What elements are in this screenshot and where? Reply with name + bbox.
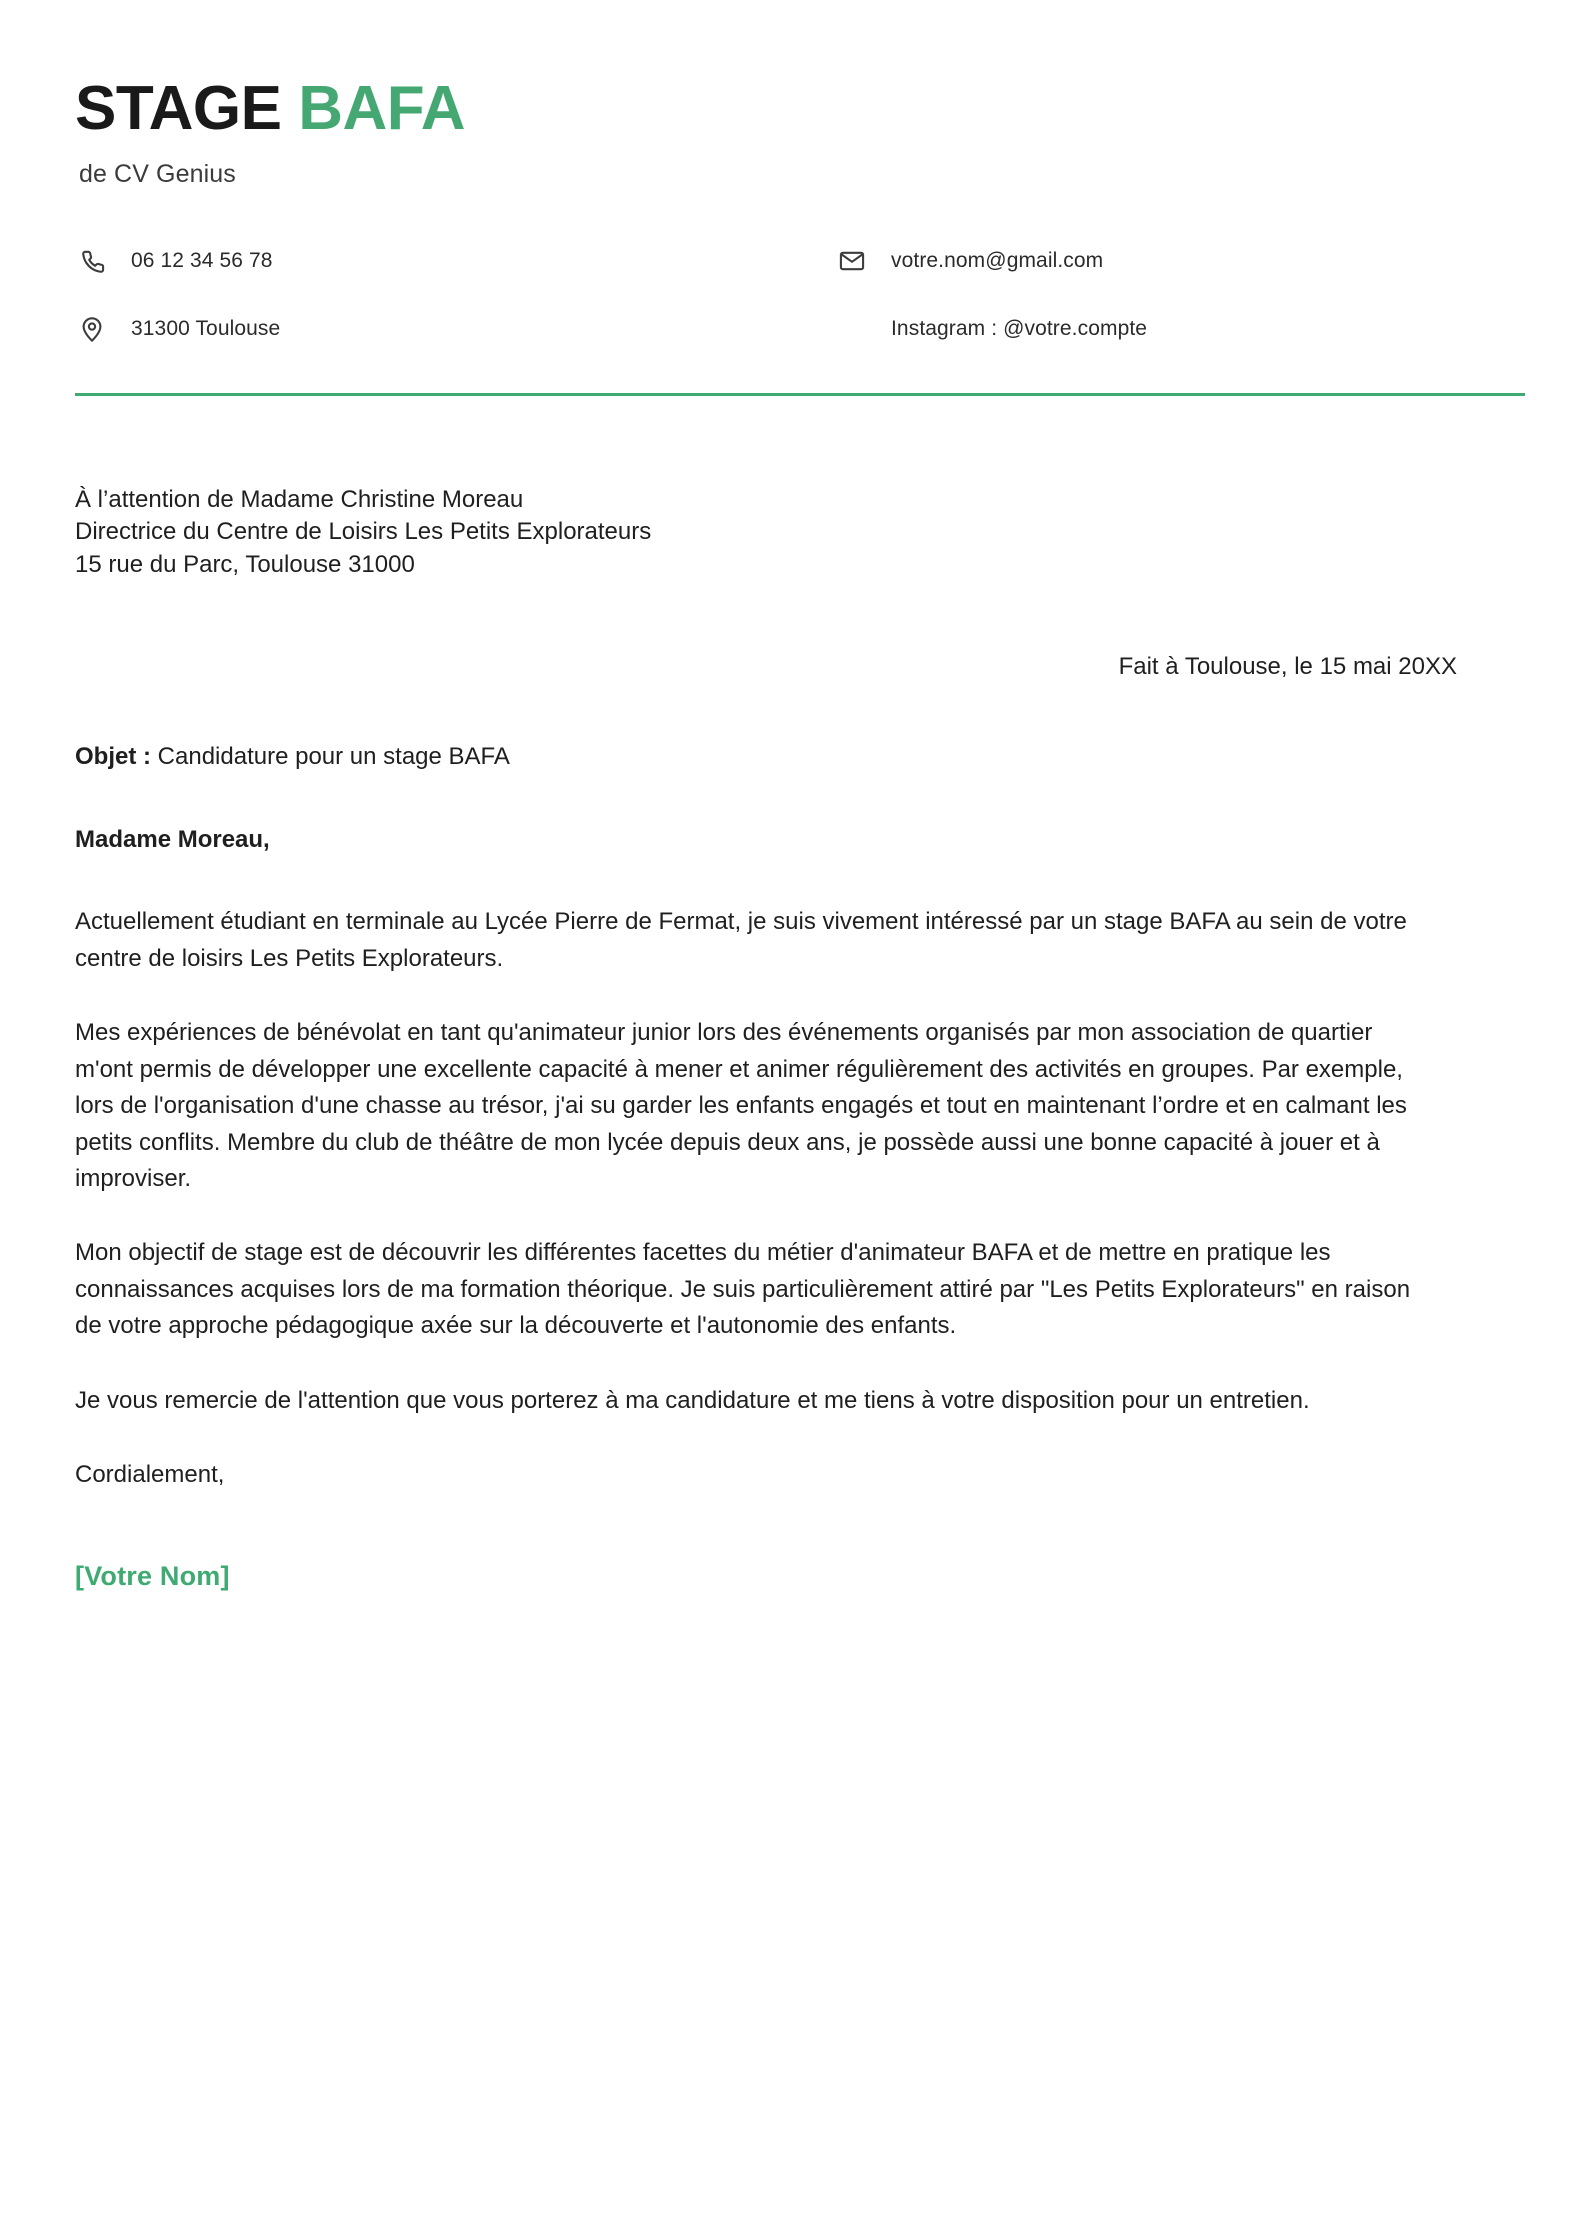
letter-header bbox=[75, 0, 1505, 189]
contact-location-value: 31300 Toulouse bbox=[131, 317, 281, 340]
contact-email-value: votre.nom@gmail.com bbox=[891, 249, 1104, 272]
date-line: Fait à Toulouse, le 15 mai 20XX bbox=[1118, 653, 1457, 681]
subject-label: Objet : bbox=[75, 743, 151, 771]
body-paragraph-3: Mon objectif de stage est de découvrir les différentes facettes du métier d'animateur BAFA et de mettre en pratique les connaissances acquises lors de ma formation théorique. Je suis particulièrement attiré par "Les Petits Explorateurs" en raison de votre approche pédagogique axée sur la découverte et l'autonomie des enfants. bbox=[75, 1239, 1411, 1340]
letter-body bbox=[75, 904, 1420, 1419]
contact-social bbox=[835, 312, 1505, 346]
recipient-block bbox=[75, 484, 1505, 581]
map-pin-icon bbox=[75, 312, 109, 346]
subject-value: Candidature pour un stage BAFA bbox=[151, 743, 510, 771]
recipient-line-2: Directrice du Centre de Loisirs Les Petits Explorateurs bbox=[75, 518, 652, 546]
subject-line bbox=[75, 743, 1505, 771]
recipient-line-1: À l’attention de Madame Christine Moreau bbox=[75, 486, 524, 513]
closing-line: Cordialement, bbox=[75, 1461, 225, 1489]
contact-social-value: Instagram : @votre.compte bbox=[891, 317, 1148, 340]
contact-email bbox=[835, 244, 1505, 278]
phone-icon bbox=[75, 244, 109, 278]
subtitle: de CV Genius bbox=[79, 160, 236, 188]
contact-phone-value: 06 12 34 56 78 bbox=[131, 249, 273, 272]
envelope-icon bbox=[835, 244, 869, 278]
body-paragraph-4: Je vous remercie de l'attention que vous porterez à ma candidature et me tiens à votre disposition pour un entretien. bbox=[75, 1386, 1310, 1414]
salutation: Madame Moreau, bbox=[75, 826, 270, 854]
recipient-line-3: 15 rue du Parc, Toulouse 31000 bbox=[75, 550, 415, 578]
title-accent: BAFA bbox=[298, 74, 465, 143]
contact-phone bbox=[75, 244, 835, 278]
title-main: STAGE bbox=[75, 74, 282, 143]
page-title bbox=[75, 74, 1505, 143]
signature-name: [Votre Nom] bbox=[75, 1561, 230, 1592]
contact-location bbox=[75, 312, 835, 346]
body-paragraph-1: Actuellement étudiant en terminale au Lycée Pierre de Fermat, je suis vivement intéressé par un stage BAFA au sein de votre centre de loisirs Les Petits Explorateurs. bbox=[75, 908, 1407, 972]
contact-details bbox=[75, 244, 1505, 346]
body-paragraph-2: Mes expériences de bénévolat en tant qu'animateur junior lors des événements organisés par mon association de quartier m'ont permis de développer une excellente capacité à mener et animer régulièrement des activités en groupes. Par exemple, lors de l'organisation d'une chasse au trésor, j'ai su garder les enfants engagés et tout en maintenant l’ordre et en calmant les petits conflits. Membre du club de théâtre de mon lycée depuis deux ans, je possède aussi une bonne capacité à jouer et à improviser. bbox=[75, 1019, 1407, 1192]
header-divider bbox=[75, 393, 1525, 396]
